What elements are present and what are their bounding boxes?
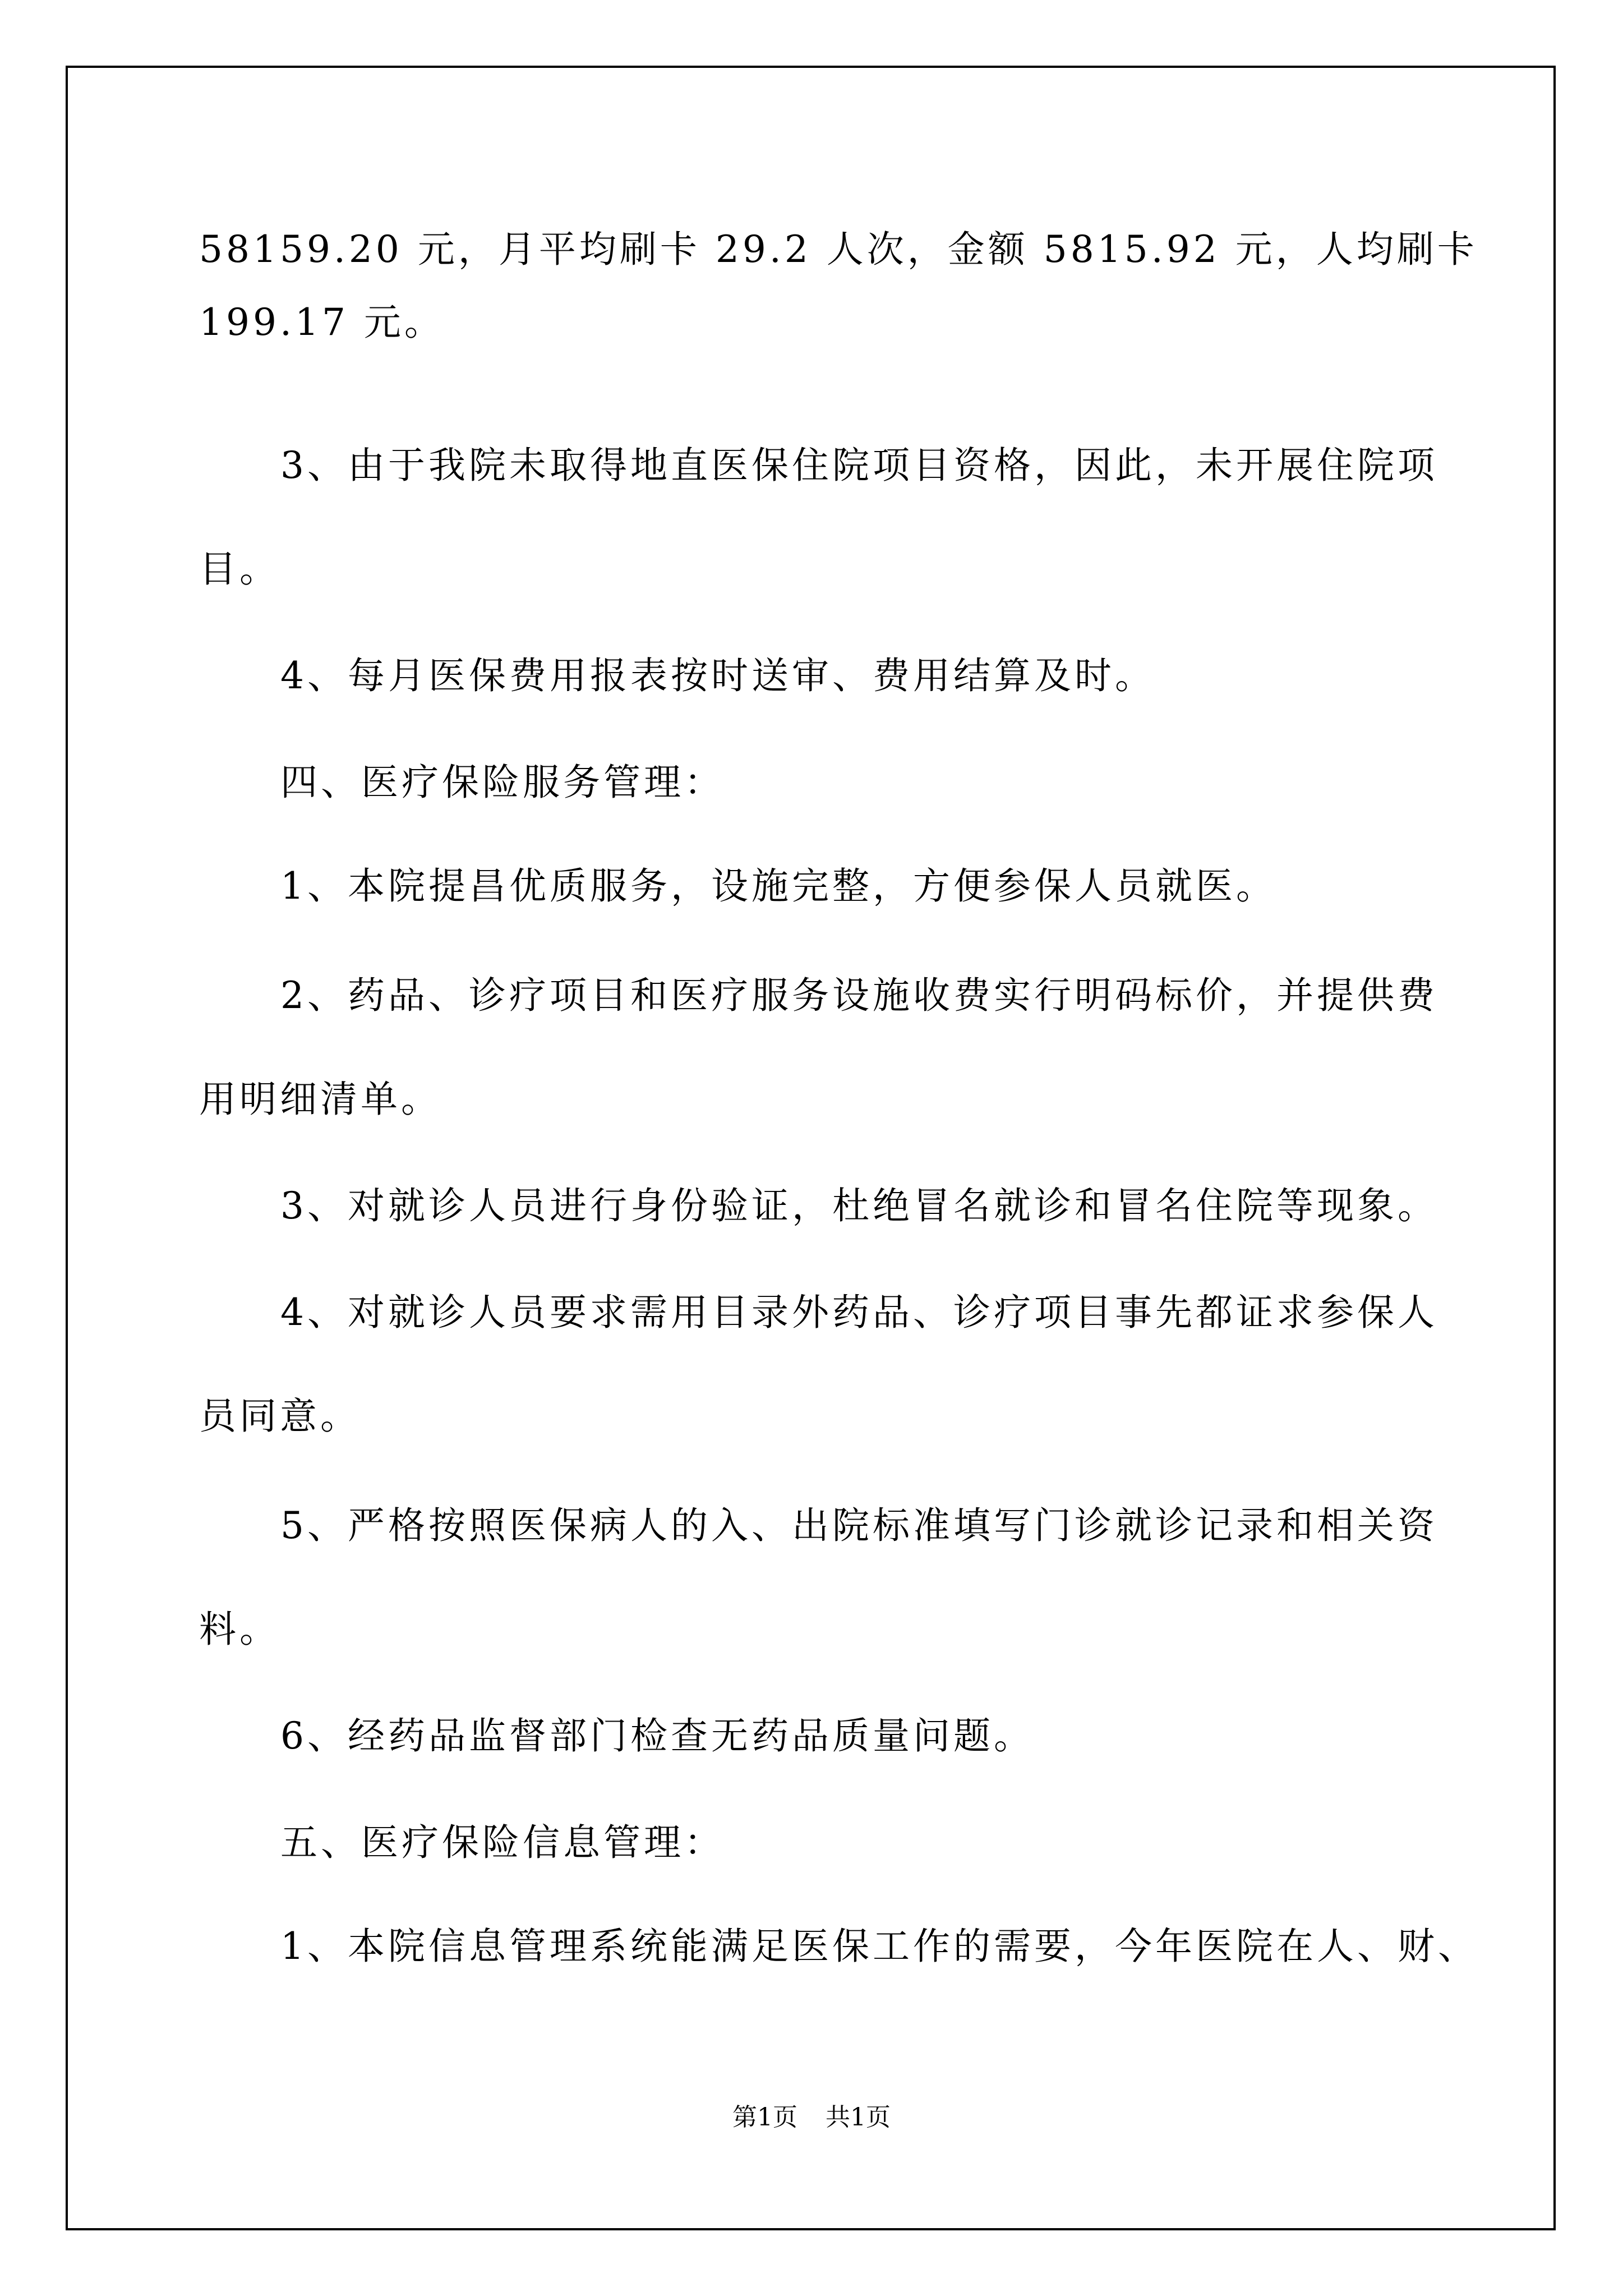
text-line-16: 五、医疗保险信息管理： bbox=[280, 1821, 725, 1864]
text-line-14: 料。 bbox=[199, 1608, 280, 1651]
text-line-11: 4、对就诊人员要求需用目录外药品、诊疗项目事先都证求参保人 bbox=[280, 1291, 1438, 1334]
text-line-15: 6、经药品监督部门检查无药品质量问题。 bbox=[280, 1714, 1034, 1757]
text-line-9: 用明细清单。 bbox=[199, 1078, 441, 1121]
page-border bbox=[66, 66, 1556, 2230]
text-line-7: 1、本院提昌优质服务，设施完整，方便参保人员就医。 bbox=[280, 864, 1276, 908]
text-line-4: 目。 bbox=[199, 547, 280, 591]
page-number: 第1页 bbox=[732, 2103, 797, 2132]
text-line-5: 4、每月医保费用报表按时送审、费用结算及时。 bbox=[280, 654, 1155, 697]
text-line-10: 3、对就诊人员进行身份验证，杜绝冒名就诊和冒名住院等现象。 bbox=[280, 1184, 1438, 1227]
text-line-3: 3、由于我院未取得地直医保住院项目资格，因此，未开展住院项 bbox=[280, 444, 1438, 487]
page-total: 共1页 bbox=[826, 2103, 891, 2132]
text-line-8: 2、药品、诊疗项目和医疗服务设施收费实行明码标价，并提供费 bbox=[280, 974, 1438, 1017]
text-line-2: 199.17 元。 bbox=[199, 301, 445, 344]
text-line-12: 员同意。 bbox=[199, 1395, 361, 1438]
text-line-13: 5、严格按照医保病人的入、出院标准填写门诊就诊记录和相关资 bbox=[280, 1504, 1438, 1547]
page-footer bbox=[0, 2102, 1623, 2133]
text-line-6: 四、医疗保险服务管理： bbox=[280, 761, 725, 804]
text-line-1: 58159.20 元，月平均刷卡 29.2 人次，金额 5815.92 元，人均刷卡 bbox=[199, 228, 1478, 271]
text-line-17: 1、本院信息管理系统能满足医保工作的需要，今年医院在人、财、 bbox=[280, 1925, 1478, 1968]
